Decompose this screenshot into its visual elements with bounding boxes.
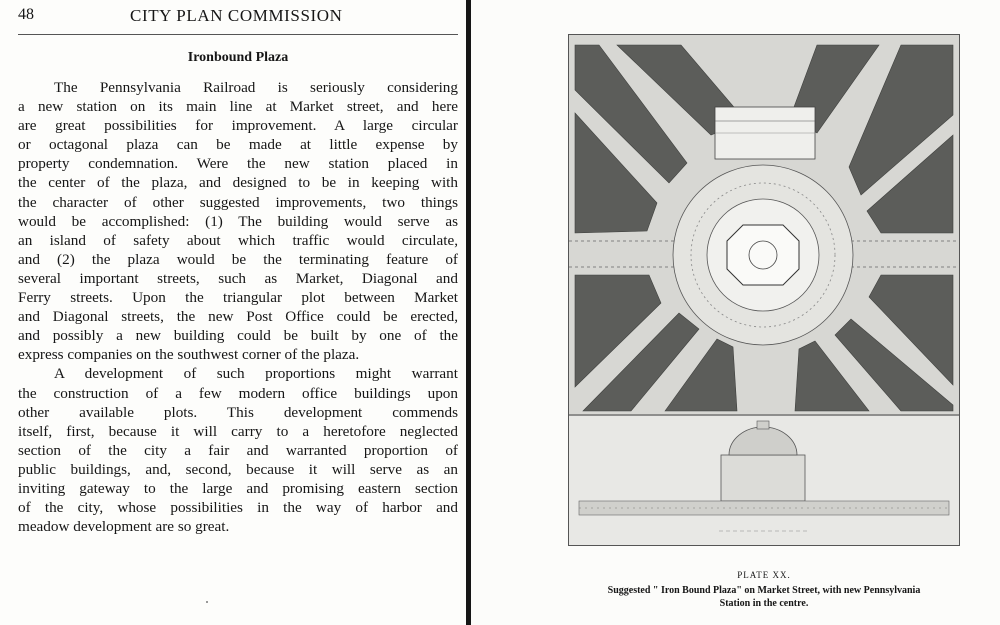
running-head: CITY PLAN COMMISSION: [130, 6, 343, 25]
plate-illustration: [568, 34, 960, 546]
body-text: [18, 78, 458, 536]
plate-label: PLATE XX.: [737, 570, 791, 580]
text-line: the construction of a few modern office buildings upon: [18, 384, 458, 402]
text-line: property condemnation. Were the new station placed in: [18, 155, 458, 173]
text-line: inviting gateway to the large and promising eastern section: [18, 479, 458, 497]
header-rule: [18, 34, 458, 35]
text-line: the character of other suggested improvements, two things: [18, 193, 458, 211]
right-page: [471, 0, 1000, 625]
station-octagon: [727, 225, 799, 285]
text-line: of the city, whose possibilities in the way of harbor and: [18, 499, 458, 517]
text-line: a new station on its main line at Market street, and here: [18, 98, 458, 116]
plate-caption-line: Station in the centre.: [719, 598, 809, 609]
page-header: [18, 6, 458, 28]
text-line: and possibly a new building could be built by one of the: [18, 327, 458, 345]
page-mark: [206, 601, 208, 603]
page-number: 48: [18, 6, 34, 23]
text-line: express companies on the southwest corner of the plaza.: [18, 346, 360, 364]
text-line: are great possibilities for improvement. A large circular: [18, 117, 458, 135]
plate-caption-line: Suggested " Iron Bound Plaza" on Market Street, with new Pennsylvania: [607, 585, 921, 596]
plaza-plan-drawing: [569, 35, 959, 545]
text-line: and Diagonal streets, the new Post Office could be erected,: [18, 308, 458, 326]
text-line: an island of safety about which traffic would circulate,: [18, 231, 458, 249]
text-line: A development of such proportions might warrant: [54, 365, 458, 383]
station-lantern: [757, 421, 769, 429]
text-line: Ferry streets. Upon the triangular plot between Market: [18, 289, 458, 307]
text-line: meadow development are so great.: [18, 518, 230, 536]
text-line: and (2) the plaza would be the terminating feature of: [18, 250, 458, 268]
plate-caption: [568, 584, 960, 610]
text-line: several important streets, such as Market, Diagonal and: [18, 269, 458, 287]
text-line: itself, first, because it will carry to a heretofore neglected: [18, 422, 458, 440]
section-title: Ironbound Plaza: [187, 50, 289, 65]
left-page: [0, 0, 468, 625]
text-line: would be accomplished: (1) The building would serve as: [18, 212, 458, 230]
station-elevation-body: [721, 455, 805, 501]
text-line: public buildings, and, second, because it will serve as an: [18, 460, 458, 478]
text-line: other available plots. This development commends: [18, 403, 458, 421]
text-line: the center of the plaza, and designed to be in keeping with: [18, 174, 458, 192]
text-line: or octagonal plaza can be made at little expense by: [18, 136, 458, 154]
text-line: The Pennsylvania Railroad is seriously considering: [54, 79, 458, 96]
text-line: section of the city a fair and warranted proportion of: [18, 441, 458, 459]
